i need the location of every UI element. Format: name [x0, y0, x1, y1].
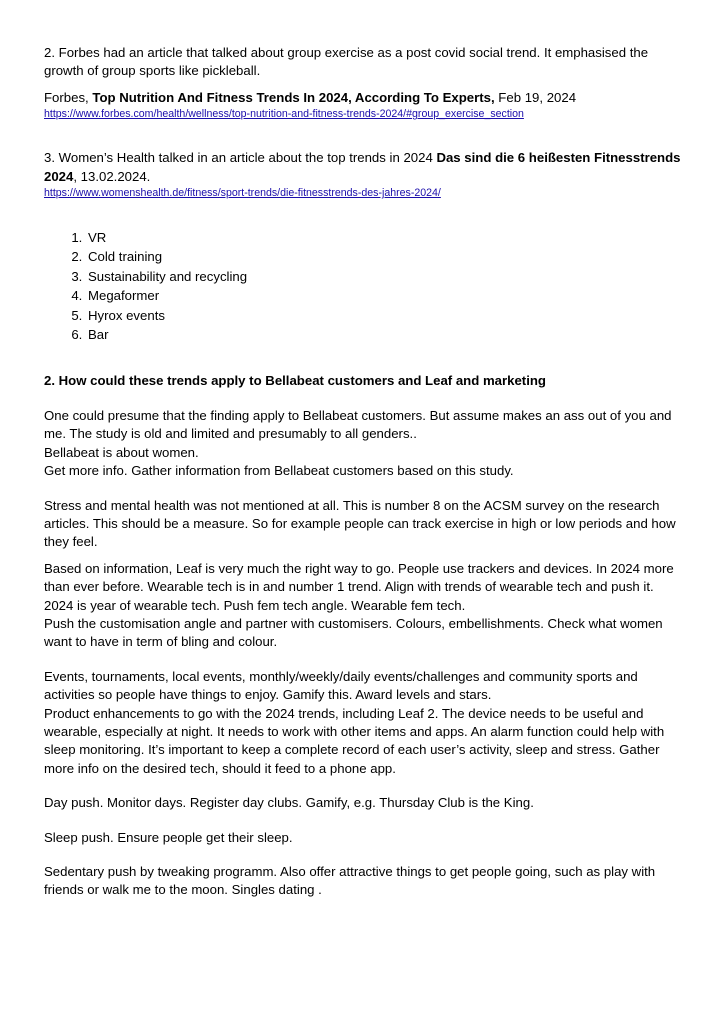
forbes-citation	[44, 89, 684, 107]
paragraph-more-info: Get more info. Gather information from Bellabeat customers based on this study.	[44, 463, 514, 479]
womens-health-link[interactable]: https://www.womenshealth.de/fitness/sport-trends/die-fitnesstrends-des-jahres-2024/	[44, 187, 441, 200]
section-heading: 2. How could these trends apply to Bellabeat customers and Leaf and marketing	[44, 373, 546, 389]
list-item: 4. Megaformer	[86, 286, 684, 305]
trends-list	[44, 228, 684, 344]
womens-health-date: , 13.02.2024.	[73, 168, 151, 184]
list-item: 6. Bar	[86, 325, 684, 344]
forbes-citation-source: Forbes,	[44, 89, 93, 105]
womens-health-paragraph	[44, 149, 684, 186]
paragraph-day-push: Day push. Monitor days. Register day clubs. Gamify, e.g. Thursday Club is the King.	[44, 795, 534, 811]
paragraph-leaf: Based on information, Leaf is very much the right way to go. People use trackers and devices. In 2024 more than ever before. Wearable tech is in and number 1 trend. Align with trends of wearable tech and push it. 2024 is year of wearable tech. Push fem tech angle. Wearable fem tech.	[44, 560, 674, 613]
list-item: 5. Hyrox events	[86, 306, 684, 325]
paragraph-sleep-push: Sleep push. Ensure people get their sleep.	[44, 829, 293, 845]
document-body	[44, 44, 684, 900]
forbes-citation-date: Feb 19, 2024	[494, 89, 577, 105]
paragraph-sedentary-push: Sedentary push by tweaking programm. Also offer attractive things to get people going, such as play with friends or walk me to the moon. Singles dating .	[44, 864, 656, 898]
paragraph-product: Product enhancements to go with the 2024 trends, including Leaf 2. The device needs to be useful and wearable, especially at night. It needs to work with other items and apps. An alarm function could help with sleep monitoring. It’s important to keep a complete record of each user’s activity, sleep and stress. Gather more info on the desired tech, should it feed to a phone app.	[44, 705, 665, 776]
forbes-article-title: Top Nutrition And Fitness Trends In 2024, According To Experts,	[92, 89, 495, 105]
list-item: 1. VR	[86, 228, 684, 247]
paragraph-customisation: Push the customisation angle and partner with customisers. Colours, embellishments. Check what women want to have in term of bling and colour.	[44, 615, 663, 650]
paragraph-about-women: Bellabeat is about women.	[44, 444, 199, 460]
list-item: 2. Cold training	[86, 247, 684, 266]
womens-health-intro: 3. Women’s Health talked in an article about the top trends in 2024	[44, 150, 437, 166]
forbes-link[interactable]: https://www.forbes.com/health/wellness/top-nutrition-and-fitness-trends-2024/#group_exercise_section	[44, 108, 524, 121]
womens-health-article-title: Das sind die 6 heißesten Fitnesstrends 2024	[44, 150, 681, 184]
list-item: 3. Sustainability and recycling	[86, 267, 684, 286]
paragraph-presume: One could presume that the finding apply to Bellabeat customers. But assume makes an ass out of you and me. The study is old and limited and presumably to all genders..	[44, 407, 672, 442]
forbes-paragraph: 2. Forbes had an article that talked about group exercise as a post covid social trend. It emphasised the growth of group sports like pickleball.	[44, 45, 649, 79]
paragraph-stress: Stress and mental health was not mentioned at all. This is number 8 on the ACSM survey on the research articles. This should be a measure. So for example people can track exercise in high or low periods and how they feel.	[44, 497, 676, 550]
paragraph-events: Events, tournaments, local events, monthly/weekly/daily events/challenges and community sports and activities so people have things to enjoy. Gamify this. Award levels and stars.	[44, 668, 638, 703]
